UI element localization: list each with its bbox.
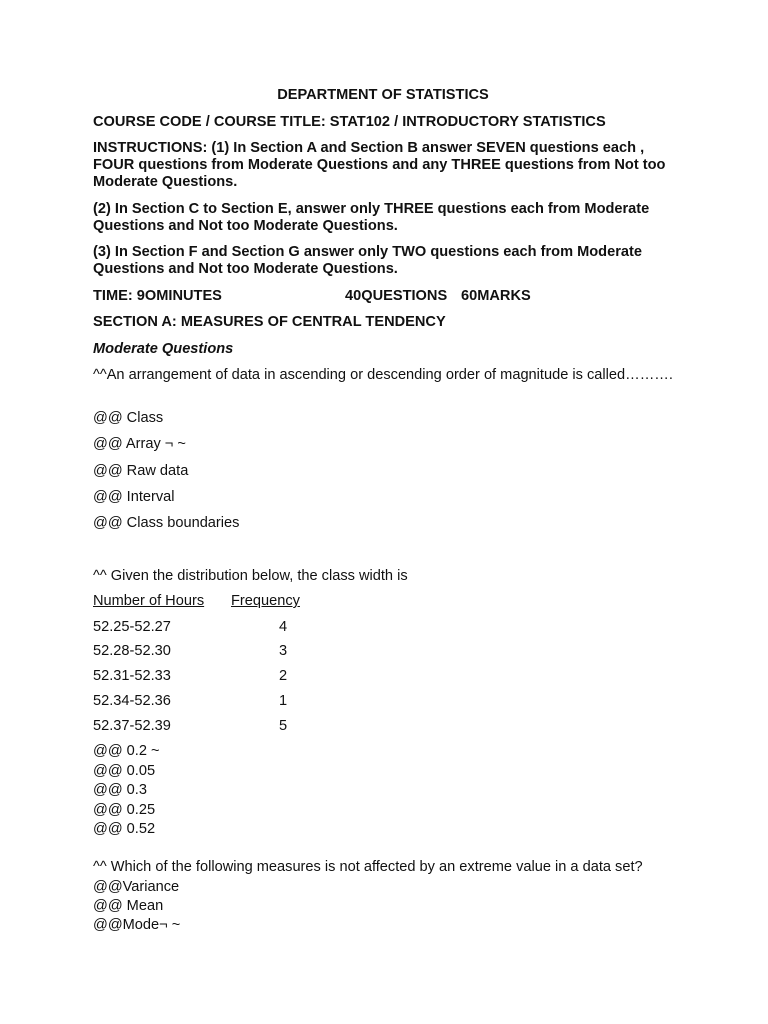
q2-option: @@ 0.25	[93, 802, 156, 818]
instruction-3: (3) In Section F and Section G answer only TWO questions each from Moderate Questions and Not too Moderate Questions.	[93, 244, 642, 277]
section-title: SECTION A: MEASURES OF CENTRAL TENDENCY	[93, 314, 446, 330]
table-cell-hours: 52.31-52.33	[93, 668, 171, 684]
q1-option: @@ Array ¬ ~	[93, 436, 186, 452]
table-cell-hours: 52.34-52.36	[93, 693, 171, 709]
q2-option: @@ 0.05	[93, 763, 156, 779]
q3-option: @@ Mean	[93, 898, 164, 914]
table-cell-frequency: 1	[279, 693, 288, 709]
course-title: COURSE CODE / COURSE TITLE: STAT102 / INTRODUCTORY STATISTICS	[93, 114, 606, 130]
exam-time: TIME: 9OMINUTES	[93, 288, 222, 304]
table-cell-frequency: 4	[279, 619, 288, 635]
q1-option: @@ Raw data	[93, 463, 189, 479]
exam-marks: 60MARKS	[461, 288, 531, 304]
q1-option: @@ Class	[93, 410, 164, 426]
table-cell-frequency: 3	[279, 643, 288, 659]
table-cell-hours: 52.28-52.30	[93, 643, 171, 659]
table-cell-frequency: 2	[279, 668, 288, 684]
section-subtitle: Moderate Questions	[93, 341, 234, 357]
q2-option: @@ 0.52	[93, 821, 156, 837]
department-heading: DEPARTMENT OF STATISTICS	[277, 87, 489, 103]
table-cell-frequency: 5	[279, 718, 288, 734]
q2-option: @@ 0.2 ~	[93, 743, 160, 759]
table-cell-hours: 52.25-52.27	[93, 619, 171, 635]
instruction-2: (2) In Section C to Section E, answer only THREE questions each from Moderate Questions and Not too Moderate Questions.	[93, 201, 650, 234]
exam-questions: 40QUESTIONS	[345, 288, 448, 304]
question-2-text: ^^ Given the distribution below, the class width is	[93, 568, 408, 584]
table-header-frequency: Frequency	[231, 593, 300, 609]
q1-option: @@ Interval	[93, 489, 175, 505]
table-cell-hours: 52.37-52.39	[93, 718, 171, 734]
q2-option: @@ 0.3	[93, 782, 147, 798]
table-header-hours: Number of Hours	[93, 593, 205, 609]
q1-option: @@ Class boundaries	[93, 515, 240, 531]
instruction-1: INSTRUCTIONS: (1) In Section A and Section B answer SEVEN questions each , FOUR questions from Moderate Questions and any THREE questions from Not too Moderate Questions.	[93, 140, 666, 190]
q3-option: @@Mode¬ ~	[93, 917, 181, 933]
question-3-text: ^^ Which of the following measures is not affected by an extreme value in a data set?	[93, 859, 643, 875]
q3-option: @@Variance	[93, 879, 180, 895]
question-1-text: ^^An arrangement of data in ascending or descending order of magnitude is called……….	[93, 367, 673, 383]
